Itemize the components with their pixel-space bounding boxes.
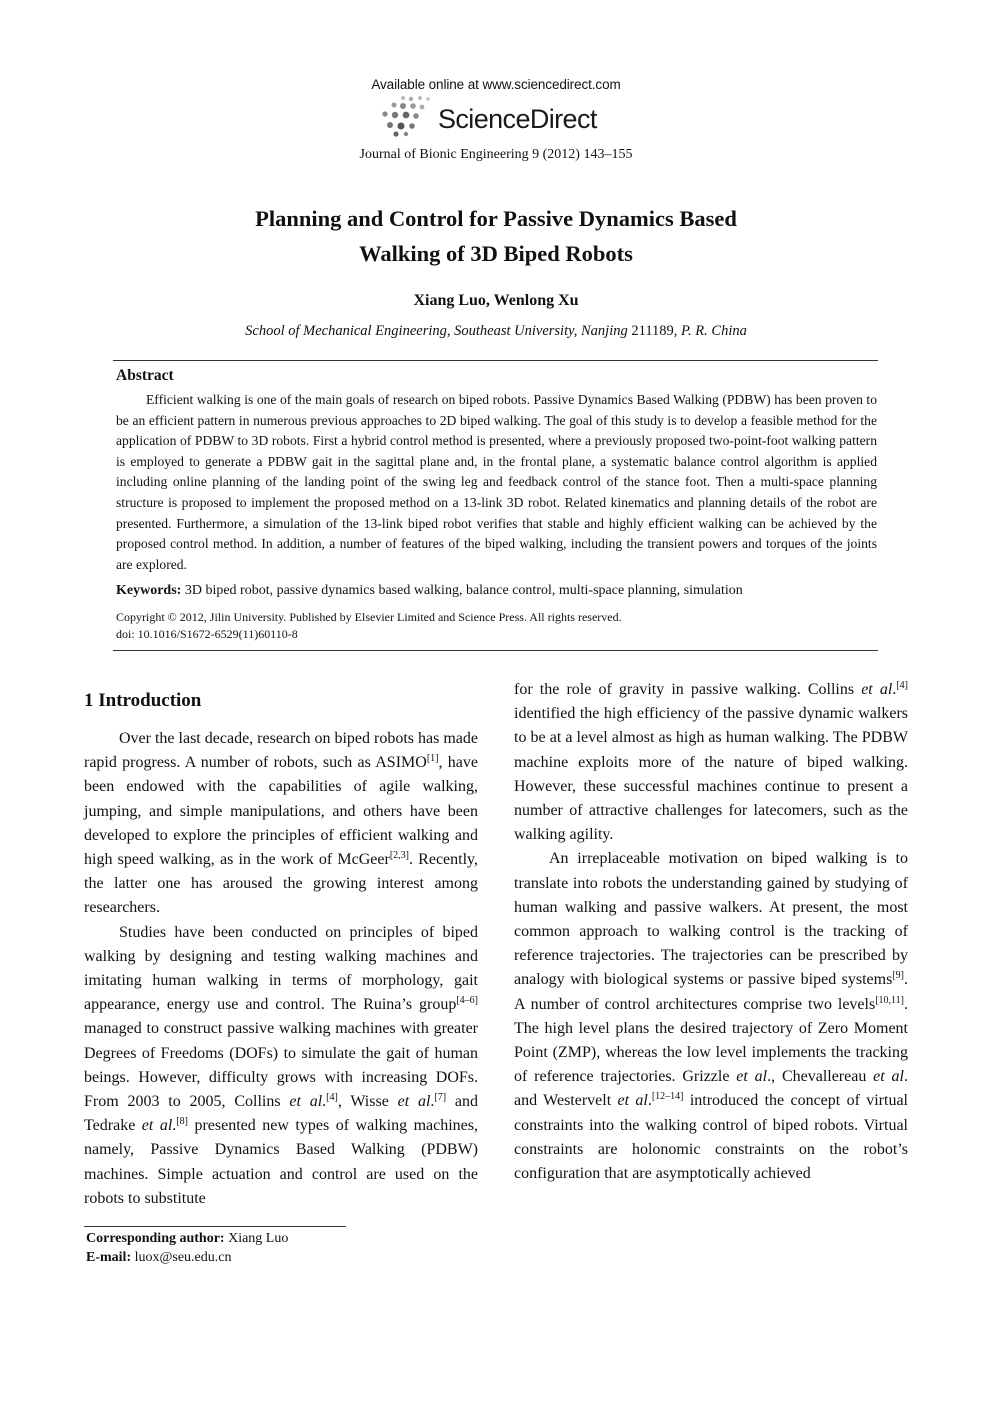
footnote: [86, 1229, 288, 1267]
citation: [7]: [434, 1092, 447, 1104]
section-heading-introduction: 1 Introduction: [84, 690, 202, 711]
footnote-rule: [84, 1226, 346, 1227]
abstract-heading: Abstract: [116, 367, 174, 384]
citation: [2,3]: [389, 850, 409, 862]
authors: Xiang Luo, Wenlong Xu: [413, 292, 579, 309]
abstract-text: Efficient walking is one of the main goals of research on biped robots. Passive Dynamics Based Walking (PDBW) has been proven to be an efficient pattern in numerous previous approaches to 2D biped walking. The goal of this study is to develop a feasible method for the application of PDBW to 3D robots. First a hybrid control method is presented, where a previously proposed two-point-foot walking pattern is employed to generate a PDBW gait in the sagittal plane and, in the frontal plane, a systematic balance control algorithm is applied including online planning of the landing point of the swing leg and feedback control of the stance foot. Then a multi-space planning structure is proposed to implement the proposed method on a 13-link 3D robot. Related kinematics and planning details of the robot are presented. Furthermore, a simulation of the 13-link biped robot verifies that stable and highly efficient walking can be achieved by the proposed control method. In addition, a number of features of the biped walking, including the transient powers and torques of the joints are explored.: [116, 392, 877, 572]
left-column: [84, 727, 478, 1211]
keywords-list: 3D biped robot, passive dynamics based walking, balance control, multi-space planning, simulation: [181, 583, 743, 598]
paragraph: Over the last decade, research on biped robots has made rapid progress. A number of robots, such as ASIMO[1], have been endowed with the capabilities of agile walking, jumping, and simple manipulations, and others have been developed to explore the principles of efficient walking and high speed walking, as in the work of McGeer[2,3]. Recently, the latter one has aroused the growing interest among researchers.: [84, 730, 479, 917]
citation: [9]: [892, 970, 904, 982]
affiliation: School of Mechanical Engineering, Southeast University, Nanjing 211189, P. R. China: [245, 323, 747, 339]
keywords-label: Keywords:: [116, 583, 182, 598]
paragraph: An irreplaceable motivation on biped walking is to translate into robots the understanding gained by studying of human walking and passive walkers. At present, the most common approach to walking control is the tracking of reference trajectories. The trajectories can be prescribed by analogy with biological systems or passive biped systems[9]. A number of control architectures comprise two levels[10,11]. The high level plans the desired trajectory of Zero Moment Point (ZMP), whereas the low level implements the tracking of reference trajectories. Grizzle et al., Chevallereau et al. and Westervelt et al.[12–14] introduced the concept of virtual constraints into the walking control of biped robots. Virtual constraints are holonomic constraints on the robot’s configuration that are asymptotically achieved: [514, 850, 908, 1183]
journal-line: Journal of Bionic Engineering 9 (2012) 143–155: [359, 147, 633, 162]
corresponding-author: Corresponding author: Xiang Luo: [86, 1231, 289, 1246]
abstract-top-rule: [113, 360, 878, 361]
citation: [10,11]: [875, 994, 904, 1006]
sciencedirect-dots-icon: [376, 94, 436, 138]
copyright-text: Copyright © 2012, Jilin University. Published by Elsevier Limited and Science Press. All rights reserved.: [116, 610, 622, 624]
citation: [8]: [176, 1116, 188, 1128]
citation: [12–14]: [651, 1091, 684, 1103]
title-line-2: Walking of 3D Biped Robots: [359, 241, 633, 266]
available-online-line: Available online at www.sciencedirect.com: [371, 77, 621, 92]
doi-text: doi: 10.1016/S1672-6529(11)60110-8: [116, 626, 298, 641]
sciencedirect-logo: [376, 94, 626, 138]
sciencedirect-logo-text: ScienceDirect: [438, 104, 597, 134]
right-column: [514, 678, 908, 1186]
copyright-block: [116, 609, 877, 642]
keywords: [116, 583, 877, 599]
citation: [4]: [896, 680, 908, 691]
email: E-mail: luox@seu.edu.cn: [86, 1250, 232, 1265]
abstract-bottom-rule: [113, 650, 878, 651]
paper-title: [0, 201, 992, 271]
paragraph: for the role of gravity in passive walking. Collins et al.[4] identified the high efficiency of the passive dynamic walkers to be at a level almost as high as human walking. The PDBW machine exploits more of the nature of biped walking. However, these successful machines continue to present a number of attractive challenges for latecomers, such as the walking agility.: [514, 680, 908, 844]
title-line-1: Planning and Control for Passive Dynamics Based: [255, 206, 737, 231]
citation: [4]: [326, 1092, 338, 1104]
citation: [4–6]: [456, 995, 478, 1007]
paragraph: Studies have been conducted on principles of biped walking by designing and testing walking machines and imitating human walking in terms of morphology, gait appearance, energy use and control. The Ruina’s group[4–6] managed to construct passive walking machines with greater Degrees of Freedoms (DOFs) to simulate the gait of human beings. However, difficulty grows with increasing DOFs. From 2003 to 2005, Collins et al.[4], Wisse et al.[7] and Tedrake et al.[8] presented new types of walking machines, namely, Passive Dynamics Based Walking (PDBW) machines. Simple actuation and control are used on the robots to substitute: [84, 923, 478, 1207]
citation: [1]: [426, 753, 439, 765]
